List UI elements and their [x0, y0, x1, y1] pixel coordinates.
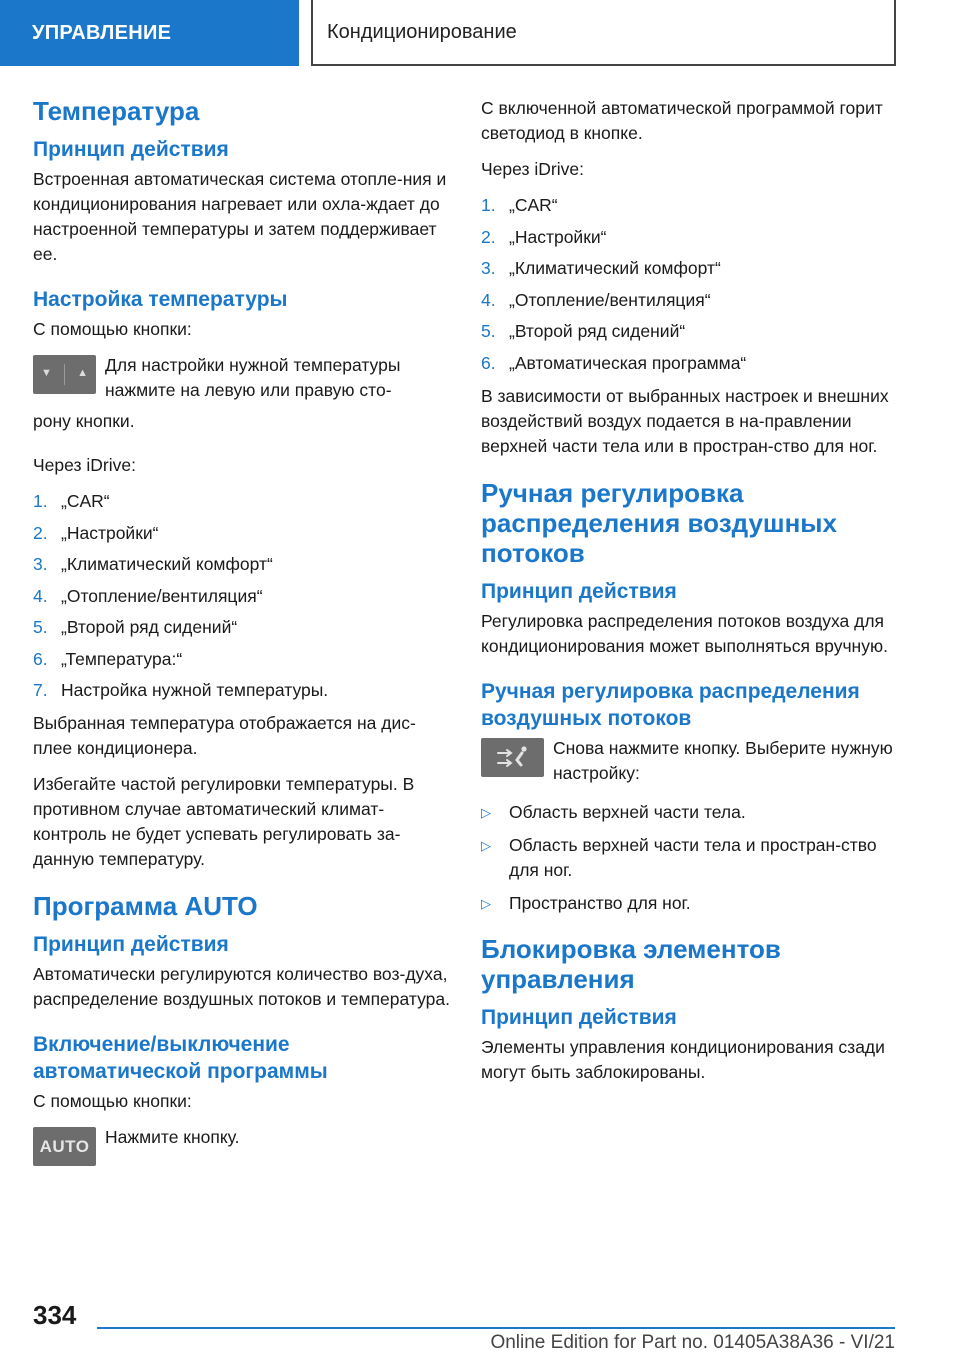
list-item: 4. „Отопление/вентиляция“: [481, 289, 711, 310]
triangle-bullet-icon: ▷: [481, 895, 491, 911]
with-button-text-2: С помощью кнопки:: [33, 1091, 192, 1111]
principle-text: Встроенная автоматическая система отопле-ния и кондиционирования нагревает или охла-ждает до настроенной температуры и затем поддерживает ее.: [33, 169, 447, 264]
list-item: 1. „CAR“: [481, 195, 558, 215]
press-button-text: Нажмите кнопку.: [105, 1127, 240, 1147]
with-button-text: С помощью кнопки:: [33, 319, 192, 339]
lock-principle-heading: Принцип действия: [481, 1005, 677, 1029]
footer-divider: [97, 1327, 895, 1329]
temperature-heading: Температура: [33, 96, 200, 126]
idrive-steps-list-right: [481, 193, 901, 376]
airflow-button-row: [481, 736, 901, 786]
list-item: 2. „Настройки“: [33, 522, 159, 543]
chapter-title: Кондиционирование: [311, 0, 896, 66]
manual-principle-text: Регулировка распределения потоков воздуха для кондиционирования может выполняться вручную.: [481, 610, 888, 656]
temp-button-row: [33, 353, 453, 403]
list-item: 6. „Температура:“: [33, 648, 183, 669]
air-distribution-icon: [481, 738, 544, 777]
list-item: 7. Настройка нужной температуры.: [33, 680, 329, 700]
via-idrive-text-right: Через iDrive:: [481, 159, 584, 179]
triangle-bullet-icon: ▷: [481, 837, 491, 853]
auto-button-icon: AUTO: [33, 1127, 96, 1166]
lock-principle-text: Элементы управления кондиционирования сзади могут быть заблокированы.: [481, 1036, 885, 1082]
left-column: [33, 96, 453, 1172]
via-idrive-text: Через iDrive:: [33, 455, 136, 475]
list-item: 5. „Второй ряд сидений“: [33, 617, 238, 637]
manual-sub-heading: Ручная регулировка распределения воздушных потоков: [481, 679, 860, 730]
auto-program-heading: Программа AUTO: [33, 891, 258, 921]
lock-heading: Блокировка элементов управления: [481, 933, 781, 994]
list-item: 2. „Настройки“: [481, 226, 607, 247]
manual-distribution-heading: Ручная регулировка распределения воздушных потоков: [481, 477, 837, 568]
list-item: 5. „Второй ряд сидений“: [481, 321, 686, 341]
temp-button-text: Для настройки нужной температуры нажмите на левую или правую сто-: [105, 355, 401, 400]
page-number: 334: [33, 1300, 77, 1330]
edition-text: Online Edition for Part no. 01405A38A36 - VI/21: [490, 1332, 895, 1353]
list-item: ▷ Область верхней части тела.: [481, 800, 901, 825]
list-item: 6. „Автоматическая программа“: [481, 352, 747, 373]
dependency-note: В зависимости от выбранных настроек и внешних воздействий воздух подается в на-правлении верхней части тела или в простран-ство для ног.: [481, 385, 889, 456]
list-item: 3. „Климатический комфорт“: [481, 258, 721, 278]
led-note: С включенной автоматической программой горит светодиод в кнопке.: [481, 98, 883, 143]
principle-heading: Принцип действия: [33, 138, 229, 161]
display-note: Выбранная температура отображается на дис-плее кондиционера.: [33, 713, 416, 758]
auto-button-row: [33, 1125, 453, 1166]
list-item: ▷ Пространство для ног.: [481, 891, 901, 916]
idrive-steps-list: [33, 489, 453, 703]
list-item: ▷ Область верхней части тела и простран-ство для ног.: [481, 833, 901, 883]
temperature-button-icon: ▼ ▲: [33, 355, 96, 394]
auto-principle-text: Автоматически регулируются количество воз-духа, распределение воздушных потоков и температура.: [33, 964, 450, 1009]
temp-button-tail: рону кнопки.: [33, 411, 135, 431]
options-list: [481, 800, 901, 916]
avoid-note: Избегайте частой регулировки температуры. В противном случае автоматический климат-контроль не будет успевать регулировать за-данную температуру.: [33, 774, 415, 869]
triangle-bullet-icon: ▷: [481, 804, 491, 820]
again-press-text: Снова нажмите кнопку. Выберите нужную настройку:: [553, 737, 893, 783]
onoff-heading: Включение/выключение автоматической программы: [33, 1033, 328, 1083]
section-tab: УПРАВЛЕНИЕ: [0, 0, 299, 66]
list-item: 1. „CAR“: [33, 491, 110, 511]
manual-principle-heading: Принцип действия: [481, 579, 677, 603]
right-column: [481, 96, 901, 1096]
auto-principle-heading: Принцип действия: [33, 933, 229, 956]
list-item: 4. „Отопление/вентиляция“: [33, 585, 263, 606]
list-item: 3. „Климатический комфорт“: [33, 554, 273, 574]
setting-heading: Настройка температуры: [33, 288, 288, 311]
